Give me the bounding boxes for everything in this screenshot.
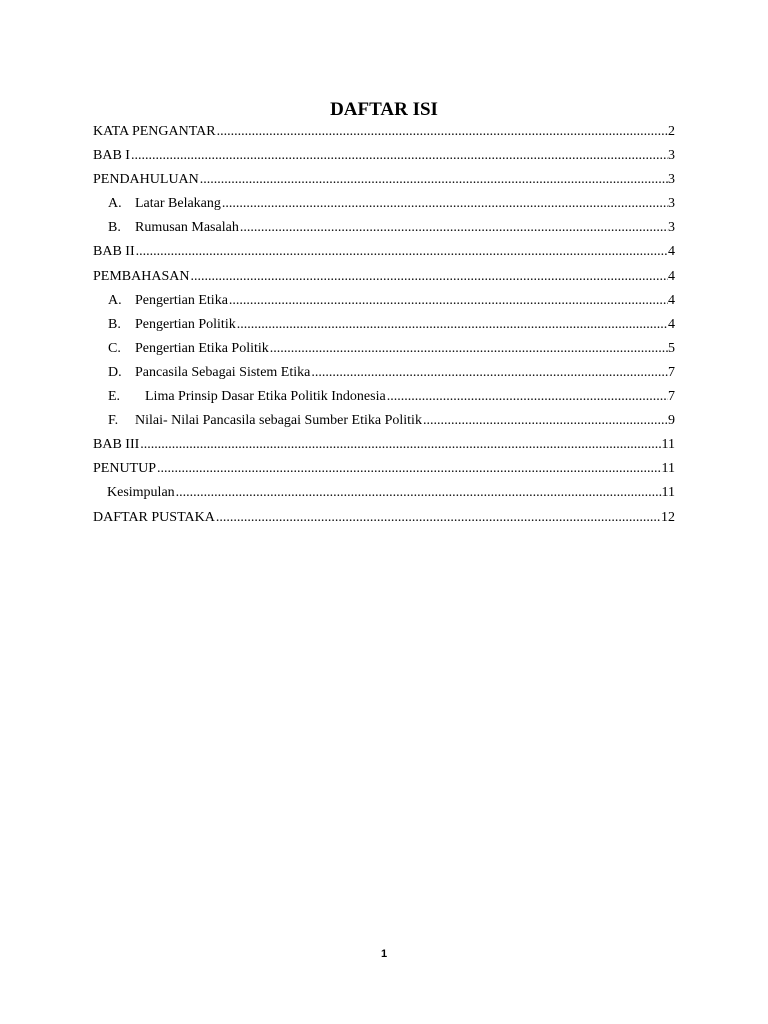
- toc-entry-page: 2: [668, 124, 675, 139]
- toc-entry-page: 3: [668, 196, 675, 212]
- toc-entry-page: 3: [668, 148, 675, 164]
- toc-entry-kesimpulan: [93, 483, 675, 507]
- toc-entry-letter: E.: [108, 389, 121, 405]
- toc-entry-letter: B.: [108, 220, 121, 236]
- toc-leader-dots: [229, 291, 668, 311]
- toc-entry-label: Pancasila Sebagai Sistem Etika: [135, 364, 311, 380]
- toc-entry-page: 7: [668, 389, 675, 405]
- toc-entry-label: BAB II: [93, 244, 135, 260]
- toc-leader-dots: [217, 122, 668, 142]
- toc-entry-letter: A.: [108, 196, 122, 212]
- toc-entry-label: PENDAHULUAN: [93, 172, 199, 188]
- toc-entry-label: BAB I: [93, 148, 130, 164]
- toc-entry-page: 4: [668, 292, 675, 308]
- toc-entry-label: Rumusan Masalah: [135, 220, 239, 236]
- toc-leader-dots: [157, 459, 662, 479]
- toc-entry-page: 9: [668, 413, 675, 429]
- toc-leader-dots: [423, 411, 668, 431]
- toc-leader-dots: [240, 218, 668, 238]
- toc-entry-label: BAB III: [93, 437, 140, 453]
- toc-leader-dots: [176, 483, 662, 503]
- toc-entry-label: Pengertian Politik: [135, 316, 236, 332]
- toc-entry-label: KATA PENGANTAR: [93, 124, 216, 139]
- toc-entry-label: Nilai- Nilai Pancasila sebagai Sumber Etika Politik: [135, 413, 422, 429]
- toc-leader-dots: [131, 146, 668, 166]
- toc-entry-page: 11: [661, 437, 675, 453]
- toc-entry-label: Lima Prinsip Dasar Etika Politik Indonesia: [145, 389, 386, 405]
- toc-entry-label: Kesimpulan: [107, 485, 175, 501]
- toc-entry-label: PEMBAHASAN: [93, 268, 190, 284]
- toc-entry-page: 3: [668, 172, 675, 188]
- toc-leader-dots: [387, 387, 668, 407]
- toc-entry-daftar-pustaka: [93, 508, 675, 532]
- toc-leader-dots: [190, 267, 668, 287]
- toc-entry-page: 7: [668, 364, 675, 380]
- toc-entry-page: 11: [661, 461, 675, 477]
- toc-entry-page: 4: [668, 244, 675, 260]
- toc-entry-pembahasan: [93, 267, 675, 291]
- toc-entry-pancasila-sistem-etika: [93, 363, 675, 387]
- toc-entry-page: 4: [668, 316, 675, 332]
- toc-entry-letter: B.: [108, 316, 121, 332]
- toc-leader-dots: [222, 194, 668, 214]
- toc-entry-latar-belakang: [93, 194, 675, 218]
- toc-entry-pengertian-etika-politik: [93, 339, 675, 363]
- page-number-footer: 1: [380, 948, 388, 960]
- toc-entry-page: 5: [668, 340, 675, 356]
- toc-entry-pengertian-etika: [93, 291, 675, 315]
- page-title: DAFTAR ISI: [330, 99, 438, 120]
- toc-entry-label: Latar Belakang: [135, 196, 221, 212]
- toc-entry-bab-3: [93, 435, 675, 459]
- toc-leader-dots: [311, 363, 668, 383]
- toc-entry-rumusan-masalah: [93, 218, 675, 242]
- toc-entry-pendahuluan: [93, 170, 675, 194]
- toc-entry-page: 3: [668, 220, 675, 236]
- toc-entry-penutup: [93, 459, 675, 483]
- toc-entry-nilai-pancasila: [93, 411, 675, 435]
- toc-entry-label: PENUTUP: [93, 461, 157, 477]
- toc-entry-letter: C.: [108, 340, 121, 356]
- toc-leader-dots: [136, 242, 668, 262]
- toc-leader-dots: [237, 315, 668, 335]
- toc-entry-label: Pengertian Etika Politik: [135, 340, 269, 356]
- toc-leader-dots: [140, 435, 661, 455]
- toc-entry-kata-pengantar: [93, 122, 675, 146]
- toc-entry-label: DAFTAR PUSTAKA: [93, 509, 215, 525]
- toc-entry-bab-2: [93, 242, 675, 266]
- toc-leader-dots: [200, 170, 668, 190]
- toc-entry-letter: A.: [108, 292, 122, 308]
- table-of-contents: [93, 122, 675, 532]
- toc-entry-page: 11: [661, 485, 675, 501]
- toc-entry-letter: D.: [108, 364, 122, 380]
- toc-entry-pengertian-politik: [93, 315, 675, 339]
- toc-entry-bab-1: [93, 146, 675, 170]
- toc-entry-page: 12: [661, 509, 675, 525]
- toc-entry-lima-prinsip: [93, 387, 675, 411]
- toc-entry-label: Pengertian Etika: [135, 292, 228, 308]
- toc-leader-dots: [216, 508, 661, 528]
- toc-leader-dots: [270, 339, 668, 359]
- toc-entry-page: 4: [668, 268, 675, 284]
- toc-entry-letter: F.: [108, 413, 119, 429]
